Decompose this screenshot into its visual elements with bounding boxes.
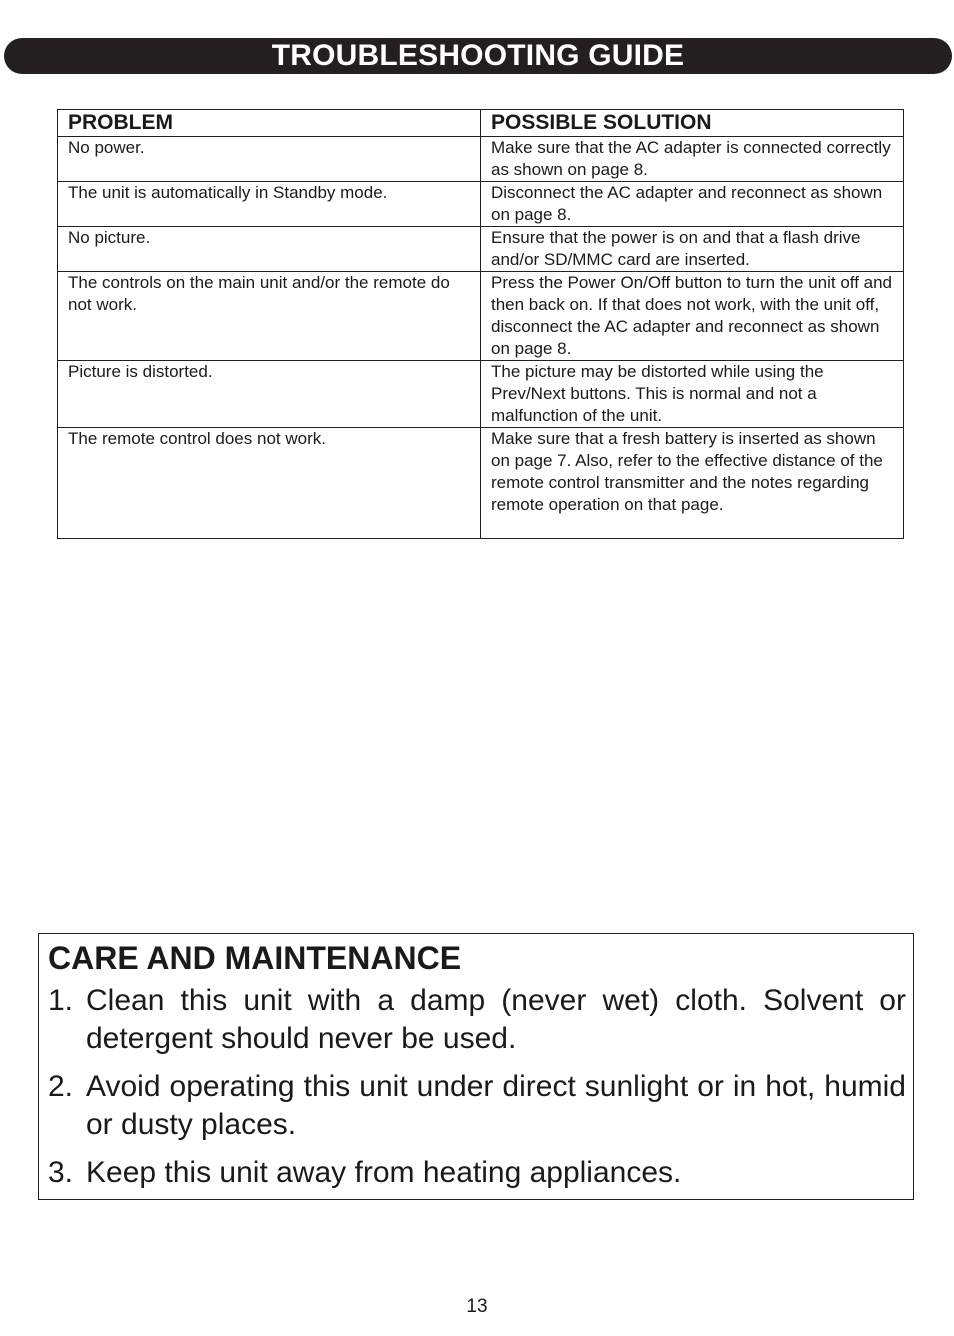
page-number: 13 [466,1296,488,1317]
page-title: TROUBLESHOOTING GUIDE [271,39,685,72]
solution-cell: Make sure that the AC adapter is connected correctly as shown on page 8. [481,137,904,182]
problem-cell: The controls on the main unit and/or the remote do not work. [58,272,481,361]
table-row [58,137,904,182]
problem-cell: Picture is distorted. [58,361,481,428]
list-item [48,1154,906,1192]
section-title-bar [4,38,952,74]
care-list [48,982,906,1202]
table-row [58,182,904,227]
column-header-solution: POSSIBLE SOLUTION [481,110,904,137]
solution-cell: Press the Power On/Off button to turn the unit off and then back on. If that does not work, with the unit off, disconnect the AC adapter and reconnect as shown on page 8. [481,272,904,361]
list-item-text: Keep this unit away from heating appliances. [86,1156,682,1189]
table-row [58,428,904,539]
problem-cell: No picture. [58,227,481,272]
list-item-text: Clean this unit with a damp (never wet) cloth. Solvent or detergent should never be used. [86,984,906,1055]
solution-cell: Disconnect the AC adapter and reconnect as shown on page 8. [481,182,904,227]
problem-cell: No power. [58,137,481,182]
solution-cell: Make sure that a fresh battery is inserted as shown on page 7. Also, refer to the effective distance of the remote control transmitter and the notes regarding remote operation on that page. [481,428,904,539]
table-row [58,272,904,361]
table-row [58,227,904,272]
column-header-problem: PROBLEM [58,110,481,137]
problem-cell: The unit is automatically in Standby mode. [58,182,481,227]
solution-cell: The picture may be distorted while using the Prev/Next buttons. This is normal and not a malfunction of the unit. [481,361,904,428]
care-maintenance-box [38,933,914,1200]
problem-cell: The remote control does not work. [58,428,481,539]
troubleshooting-table [57,109,904,539]
care-title: CARE AND MAINTENANCE [48,940,462,976]
list-item-number: 1. [48,984,74,1017]
solution-cell: Ensure that the power is on and that a flash drive and/or SD/MMC card are inserted. [481,227,904,272]
list-item [48,982,906,1058]
list-item-text: Avoid operating this unit under direct sunlight or in hot, humid or dusty places. [86,1070,906,1141]
list-item [48,1068,906,1144]
list-item-number: 2. [48,1070,74,1103]
list-item-number: 3. [48,1156,74,1189]
table-row [58,361,904,428]
table-header-row [58,110,904,137]
